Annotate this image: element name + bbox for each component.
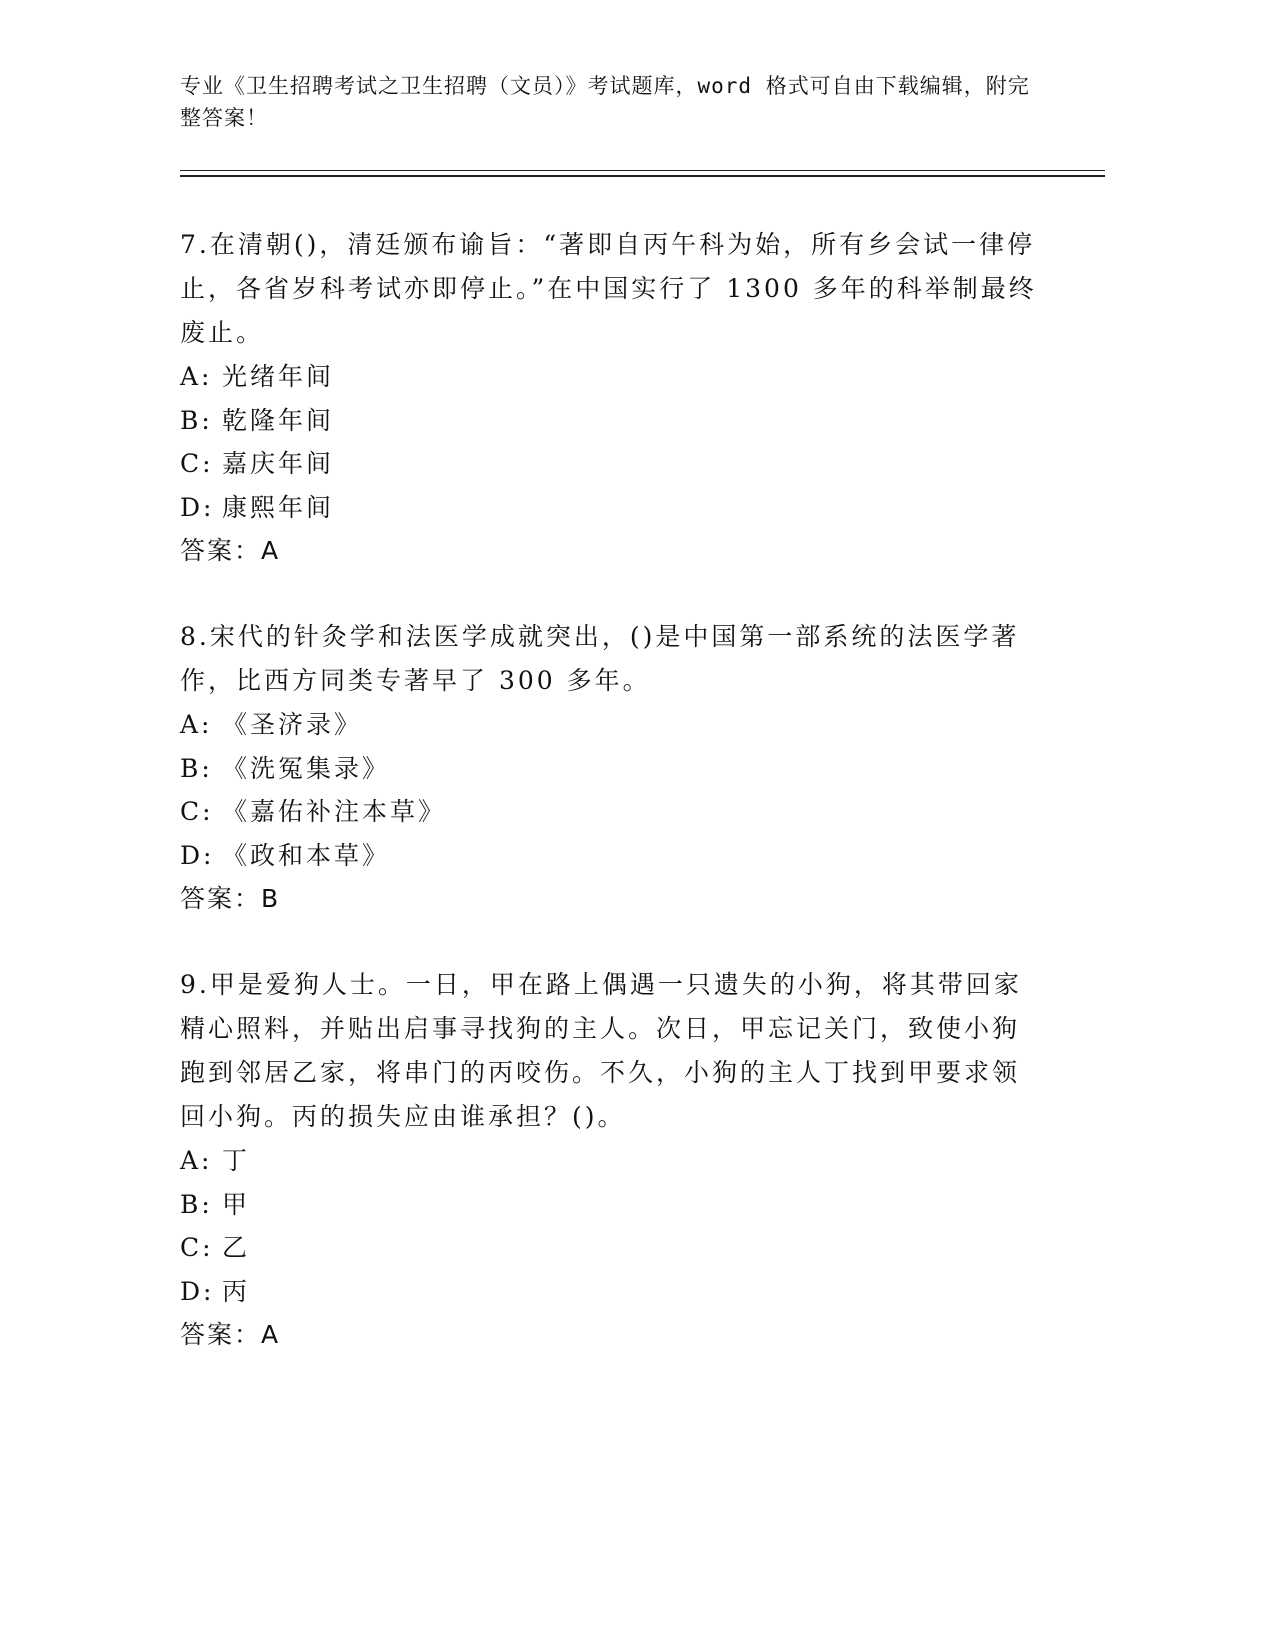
option-text: 乾隆年间: [222, 405, 335, 435]
option-text: 丁: [222, 1146, 251, 1175]
option-letter: D:: [180, 492, 215, 522]
question-text: 8.宋代的针灸学和法医学成就突出，()是中国第一部系统的法医学著作，比西方同类专著早了 300 多年。: [180, 622, 1020, 695]
option-letter: B:: [180, 753, 213, 783]
option-letter: A:: [180, 710, 213, 739]
question-8: [180, 615, 1040, 921]
option-text: 甲: [222, 1189, 251, 1219]
option-text: 《嘉佑补注本草》: [222, 797, 447, 826]
question-7: [180, 223, 1040, 573]
option-b: [180, 399, 1040, 443]
option-text: 光绪年间: [222, 362, 335, 391]
option-text: 《圣济录》: [222, 710, 363, 739]
header-divider-top: [180, 170, 1105, 171]
option-c: [180, 442, 1040, 486]
option-c: [180, 790, 1040, 834]
option-c: [180, 1226, 1040, 1270]
option-d: [180, 486, 1040, 530]
option-text: 康熙年间: [222, 492, 335, 522]
question-text: 9.甲是爱狗人士。一日，甲在路上偶遇一只遗失的小狗，将其带回家精心照料，并贴出启事寻找狗的主人。次日，甲忘记关门，致使小狗跑到邻居乙家，将串门的丙咬伤。不久，小狗的主人丁找到甲要求领回小狗。丙的损失应由谁承担？()。: [180, 970, 1022, 1131]
option-d: [180, 834, 1040, 878]
option-text: 丙: [222, 1276, 251, 1306]
header-divider-bottom: [180, 175, 1105, 177]
option-a: [180, 355, 1040, 399]
option-a: [180, 703, 1040, 747]
option-b: [180, 1183, 1040, 1227]
option-letter: C:: [180, 449, 214, 478]
option-a: [180, 1139, 1040, 1183]
option-letter: D:: [180, 1276, 215, 1306]
option-text: 乙: [222, 1233, 251, 1262]
question-text: 7.在清朝()，清廷颁布谕旨：“著即自丙午科为始，所有乡会试一律停止，各省岁科考试亦即停止。”在中国实行了 1300 多年的科举制最终废止。: [180, 230, 1037, 347]
option-d: [180, 1270, 1040, 1314]
option-letter: C:: [180, 797, 214, 826]
option-letter: C:: [180, 1233, 214, 1262]
option-letter: A:: [180, 1146, 213, 1175]
option-text: 《政和本草》: [222, 840, 391, 870]
option-letter: D:: [180, 840, 215, 870]
document-header: [180, 70, 1050, 134]
question-9: [180, 963, 1040, 1357]
option-b: [180, 747, 1040, 791]
option-letter: B:: [180, 1189, 213, 1219]
answer-line: 答案：B: [180, 884, 281, 913]
option-text: 《洗冤集录》: [222, 753, 391, 783]
header-title: 专业《卫生招聘考试之卫生招聘（文员）》考试题库，word 格式可自由下载编辑，附完整答案！: [180, 74, 1030, 130]
option-letter: A:: [180, 362, 213, 391]
option-letter: B:: [180, 405, 213, 435]
answer-line: 答案：A: [180, 1320, 281, 1349]
option-text: 嘉庆年间: [222, 449, 335, 478]
answer-line: 答案：A: [180, 536, 281, 565]
